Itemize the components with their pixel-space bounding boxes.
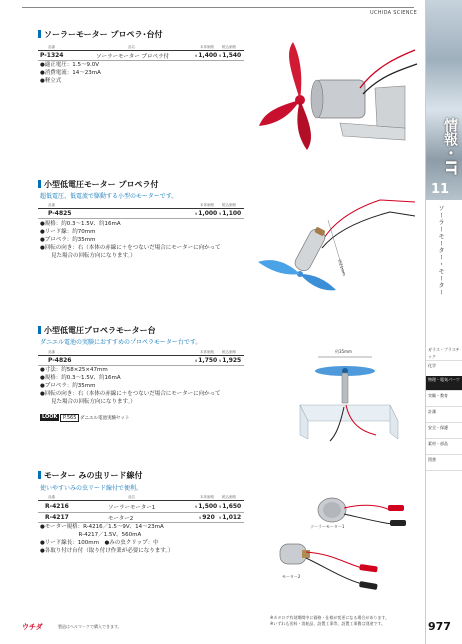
motor1-label: ソーラーモーター1 xyxy=(310,524,345,529)
header-rule xyxy=(22,7,414,8)
section2-row1-price-ex: ¥1,000 xyxy=(195,210,218,217)
section3-dimension-label: 約35mm xyxy=(335,349,352,354)
sidebar-item-glass[interactable]: ガラス・プラスチック xyxy=(426,346,462,361)
propeller-motor-stand-image xyxy=(280,335,420,455)
section4-spec-3: ●リード線長：100mm ●みの虫クリップ：中 xyxy=(40,540,159,546)
section4-row1-code: R-4216 xyxy=(45,503,69,510)
small-motor-propeller-image xyxy=(250,190,420,300)
section4-table-bottom xyxy=(38,522,244,523)
section3-spec-1: ●寸法：約58×25×47mm xyxy=(40,367,108,373)
motor2-label: モーター2 xyxy=(282,574,301,579)
section2-spec-5: 見た場合の回転方向になります。） xyxy=(40,253,136,259)
sidebar-item-books[interactable]: 図書 xyxy=(426,456,462,471)
section4-row2-code: R-4217 xyxy=(45,514,69,521)
section4-row1-price-in: ¥1,650 xyxy=(219,503,242,510)
sidebar-category-number: 11 xyxy=(431,182,450,197)
section3-spec-3: ●プロペラ：約35mm xyxy=(40,383,96,389)
sidebar-item-chemistry[interactable]: 化学 xyxy=(426,362,462,377)
section4-row1-name: ソーラーモーター1 xyxy=(108,505,156,511)
section4-table-rule xyxy=(38,500,244,501)
section2-spec-3: ●プロペラ：約35mm xyxy=(40,237,96,243)
section3-th-price-ex: 本体価格 xyxy=(200,350,214,354)
section1-th-code: 品番 xyxy=(48,45,55,49)
section3-th-code: 品番 xyxy=(48,350,55,354)
section3-row1-code: P-4826 xyxy=(48,357,72,364)
footer-note-2: ※いずれも送料・消耗品、設置工事等、設置工事費は別途です。 xyxy=(270,621,386,626)
footer-logo-sub: 製造はヘルマークで購入できます。 xyxy=(58,624,122,629)
section4-spec-2: R-4217／1.5V、560mA xyxy=(40,532,142,538)
section1-th-price-ex: 本体価格 xyxy=(200,45,214,49)
section2-subtitle: 超低電圧、低電流で駆動する小型のモーターです。 xyxy=(40,193,178,200)
section4-th-price-in: 税込価格 xyxy=(222,495,236,499)
section2-table-bottom xyxy=(38,218,244,219)
section1-spec-1: ●適正電圧：1.5～9.0V xyxy=(40,62,100,68)
section4-row2-price-ex: ¥920 xyxy=(199,514,215,521)
section1-spec-3: ●軽立式 xyxy=(40,78,62,84)
header-brand: UCHIDA SCIENCE xyxy=(370,10,418,16)
section1-table-rule xyxy=(38,50,244,51)
sidebar-item-safety[interactable]: 安全・保護 xyxy=(426,424,462,439)
section1-row1-price-in: ¥1,540 xyxy=(219,52,242,59)
section1-table-bottom xyxy=(38,60,244,61)
page-number: 977 xyxy=(428,620,451,633)
section4-th-code: 品番 xyxy=(48,495,55,499)
motor-clip-leads-image xyxy=(262,488,422,608)
section2-th-code: 品番 xyxy=(48,203,55,207)
section2-dimension-label: 約21mm xyxy=(337,258,348,277)
section1-th-name: 品名 xyxy=(128,45,135,49)
section3-row1-price-ex: ¥1,750 xyxy=(195,357,218,364)
section4-row2-price-in: ¥1,012 xyxy=(219,514,242,521)
section1-row1-price-ex: ¥1,400 xyxy=(195,52,218,59)
section1-row1-name: ソーラーモーター プロペラ付 xyxy=(96,54,170,60)
look-label: LOOK xyxy=(42,414,58,420)
section2-th-price-ex: 本体価格 xyxy=(200,203,214,207)
section4-row1-price-ex: ¥1,500 xyxy=(195,503,218,510)
section2-table-rule xyxy=(38,208,244,209)
section2-title: 小型低電圧モーター プロペラ付 xyxy=(38,179,158,190)
section2-row1-price-in: ¥1,100 xyxy=(219,210,242,217)
sidebar-section-label: ソーラーモーター・モーター xyxy=(437,205,444,296)
section4-spec-4: ●各取り付け台付（取り付け作業が必要になります。） xyxy=(40,548,174,554)
sidebar-item-measure[interactable]: 計測 xyxy=(426,408,462,423)
section2-th-price-in: 税込価格 xyxy=(222,203,236,207)
footer-notes xyxy=(270,615,410,627)
look-page-link[interactable]: P.565 xyxy=(60,414,79,422)
section3-subtitle: ダニエル電池の実験におすすめのプロペラモーター台です。 xyxy=(40,339,202,346)
section3-spec-4: ●回転の向き：右（本体の赤線に＋をつないだ場合にモーターに向かって xyxy=(40,391,221,397)
section4-th-price-ex: 本体価格 xyxy=(200,495,214,499)
section4-spec-1: ●モーター規格：R-4216／1.5～9V、14～23mA xyxy=(40,524,164,530)
section3-spec-2: ●規格：約0.3～1.5V、約16mA xyxy=(40,375,121,381)
look-text: ダニエル電池実験セット xyxy=(80,416,130,421)
footer-logo: ウチダ xyxy=(22,623,43,631)
section2-spec-1: ●規格：約0.3～1.5V、約16mA xyxy=(40,221,121,227)
footer-note-1: ※カタログ有効期間中に価格・仕様が変更になる場合があります。 xyxy=(270,615,390,620)
section2-spec-4: ●回転の向き：右（本体の赤線に＋をつないだ場合にモーターに向かって xyxy=(40,245,221,251)
sidebar-category-title: 情報・IT xyxy=(442,118,458,175)
section4-row-divider xyxy=(38,512,244,513)
section3-spec-5: 見た場合の回転方向になります。） xyxy=(40,399,136,405)
section3-th-price-in: 税込価格 xyxy=(222,350,236,354)
section3-table-rule xyxy=(38,355,244,356)
section3-title: 小型低電圧プロペラモーター台 xyxy=(38,325,156,336)
section3-table-bottom xyxy=(38,365,244,366)
section1-th-price-in: 税込価格 xyxy=(222,45,236,49)
section4-row2-name: モーター2 xyxy=(108,516,134,522)
solar-motor-propeller-image xyxy=(255,28,420,168)
section4-title: モーター みの虫リード線付 xyxy=(38,470,142,481)
section3-row1-price-in: ¥1,925 xyxy=(219,357,242,364)
section2-spec-2: ●リード線：約70mm xyxy=(40,229,96,235)
section1-row1-code: P-1324 xyxy=(40,52,64,59)
section2-row1-code: P-4825 xyxy=(48,210,72,217)
section1-spec-2: ●消費電流：14～23mA xyxy=(40,70,101,76)
section4-subtitle: 使いやすいみの虫リード線付で便利。 xyxy=(40,485,143,492)
section4-th-name: 品名 xyxy=(128,495,135,499)
sidebar-item-physics[interactable]: 物理・電気パーツ xyxy=(426,376,462,391)
sidebar-item-materials[interactable]: 素材・部品 xyxy=(426,440,462,455)
sidebar-item-experiment[interactable]: 実験・教育 xyxy=(426,392,462,407)
section1-title: ソーラーモーター プロペラ･台付 xyxy=(38,29,162,40)
